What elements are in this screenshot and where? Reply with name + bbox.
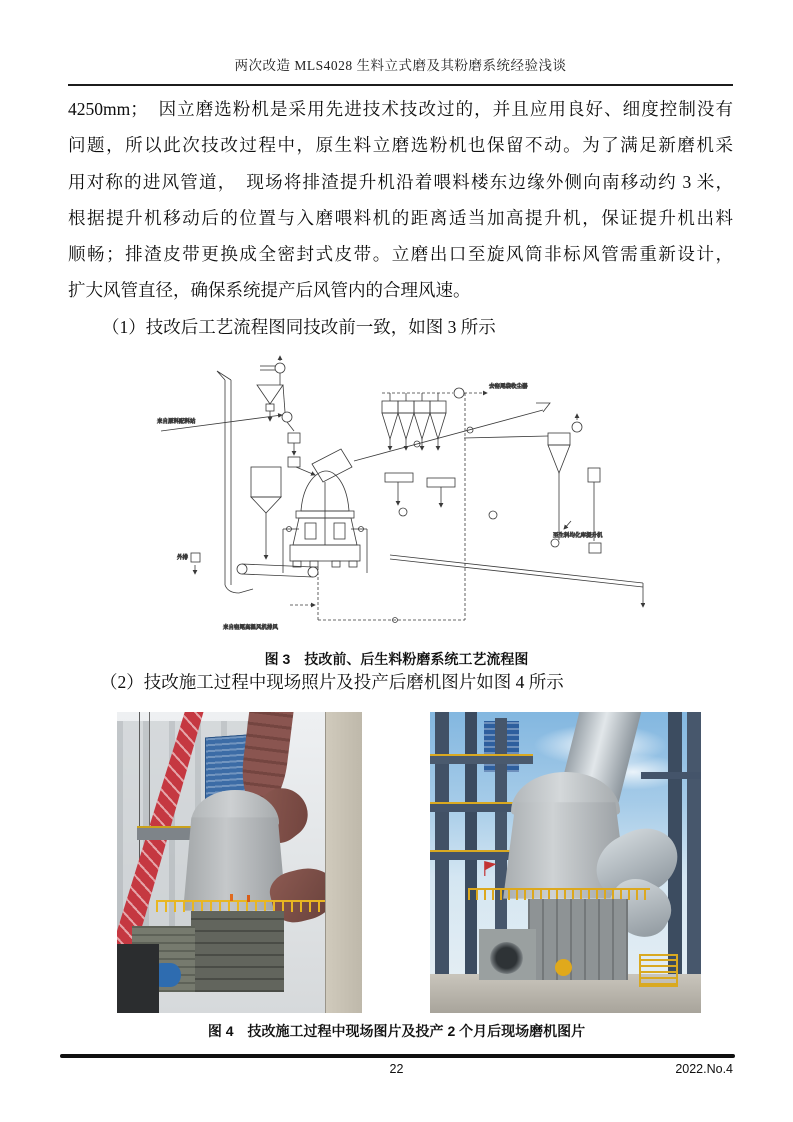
diagram-label-dust-collector: 去窑尾袋收尘器 bbox=[489, 384, 528, 390]
header-rule bbox=[68, 84, 733, 86]
list-item-2: （2）技改施工过程中现场照片及投产后磨机图片如图 4 所示 bbox=[100, 672, 564, 692]
body-line: 4250mm； 因立磨选粉机是采用先进技术技改过的，并且应用良好、细度控制没有 bbox=[68, 99, 733, 119]
page-header-title: 两次改造 MLS4028 生料立式磨及其粉磨系统经验浅谈 bbox=[234, 58, 567, 73]
body-paragraph bbox=[68, 91, 733, 345]
steel-beam bbox=[641, 772, 701, 779]
worker bbox=[230, 894, 233, 901]
worker bbox=[247, 895, 250, 902]
concrete-column bbox=[325, 712, 362, 1013]
figure3-caption: 图 3 技改前、后生料粉磨系统工艺流程图 bbox=[264, 651, 529, 667]
body-line: 扩大风管直径，确保系统提产后风管内的合理风速。 bbox=[68, 280, 471, 301]
flow-diagram-svg bbox=[155, 355, 645, 648]
diagram-label-hot-air: 来自窑尾高温风机排风 bbox=[223, 625, 279, 631]
fan-housing bbox=[479, 929, 536, 980]
diagram-label-feed-station: 来自原料配料站 bbox=[157, 419, 196, 425]
mill-base bbox=[528, 899, 628, 980]
yellow-ladder bbox=[639, 954, 678, 987]
mill-base-machinery bbox=[191, 911, 284, 992]
body-line: 根据提升机移动后的位置与入磨喂料机的距离适当加高提升机，保证提升机出料 bbox=[68, 207, 733, 228]
issue-number: 2022.No.4 bbox=[675, 1062, 733, 1076]
figure4-caption: 图 4 技改施工过程中现场图片及投产 2 个月后现场磨机图片 bbox=[207, 1023, 586, 1039]
footer-rule bbox=[60, 1054, 735, 1058]
process-flow-diagram bbox=[155, 355, 645, 648]
body-line: 顺畅；排渣皮带更换成全密封式皮带。立磨出口至旋风筒非标风管需重新设计， bbox=[68, 244, 733, 265]
body-line: 用对称的进风管道， 现场将排渣提升机沿着喂料楼东边缘外侧向南移动约 3 米， bbox=[68, 171, 733, 192]
page-number: 22 bbox=[389, 1062, 404, 1076]
diagram-label-silo-elevator: 至生料均化库提升机 bbox=[553, 533, 603, 539]
body-line: 问题，所以此次技改过程中，原生料立磨选粉机也保留不动。为了满足新磨机采 bbox=[68, 135, 733, 156]
diagram-label-discharge: 外排 bbox=[177, 555, 189, 561]
list-item-1: （1）技改后工艺流程图同技改前一致，如图 3 所示 bbox=[102, 316, 496, 337]
after-production-photo bbox=[430, 712, 701, 1013]
truck bbox=[117, 944, 159, 1013]
steel-beam-railing bbox=[430, 754, 533, 764]
fan-inlet-circle bbox=[490, 942, 523, 974]
steel-column bbox=[687, 712, 701, 1013]
construction-photo bbox=[117, 712, 362, 1013]
